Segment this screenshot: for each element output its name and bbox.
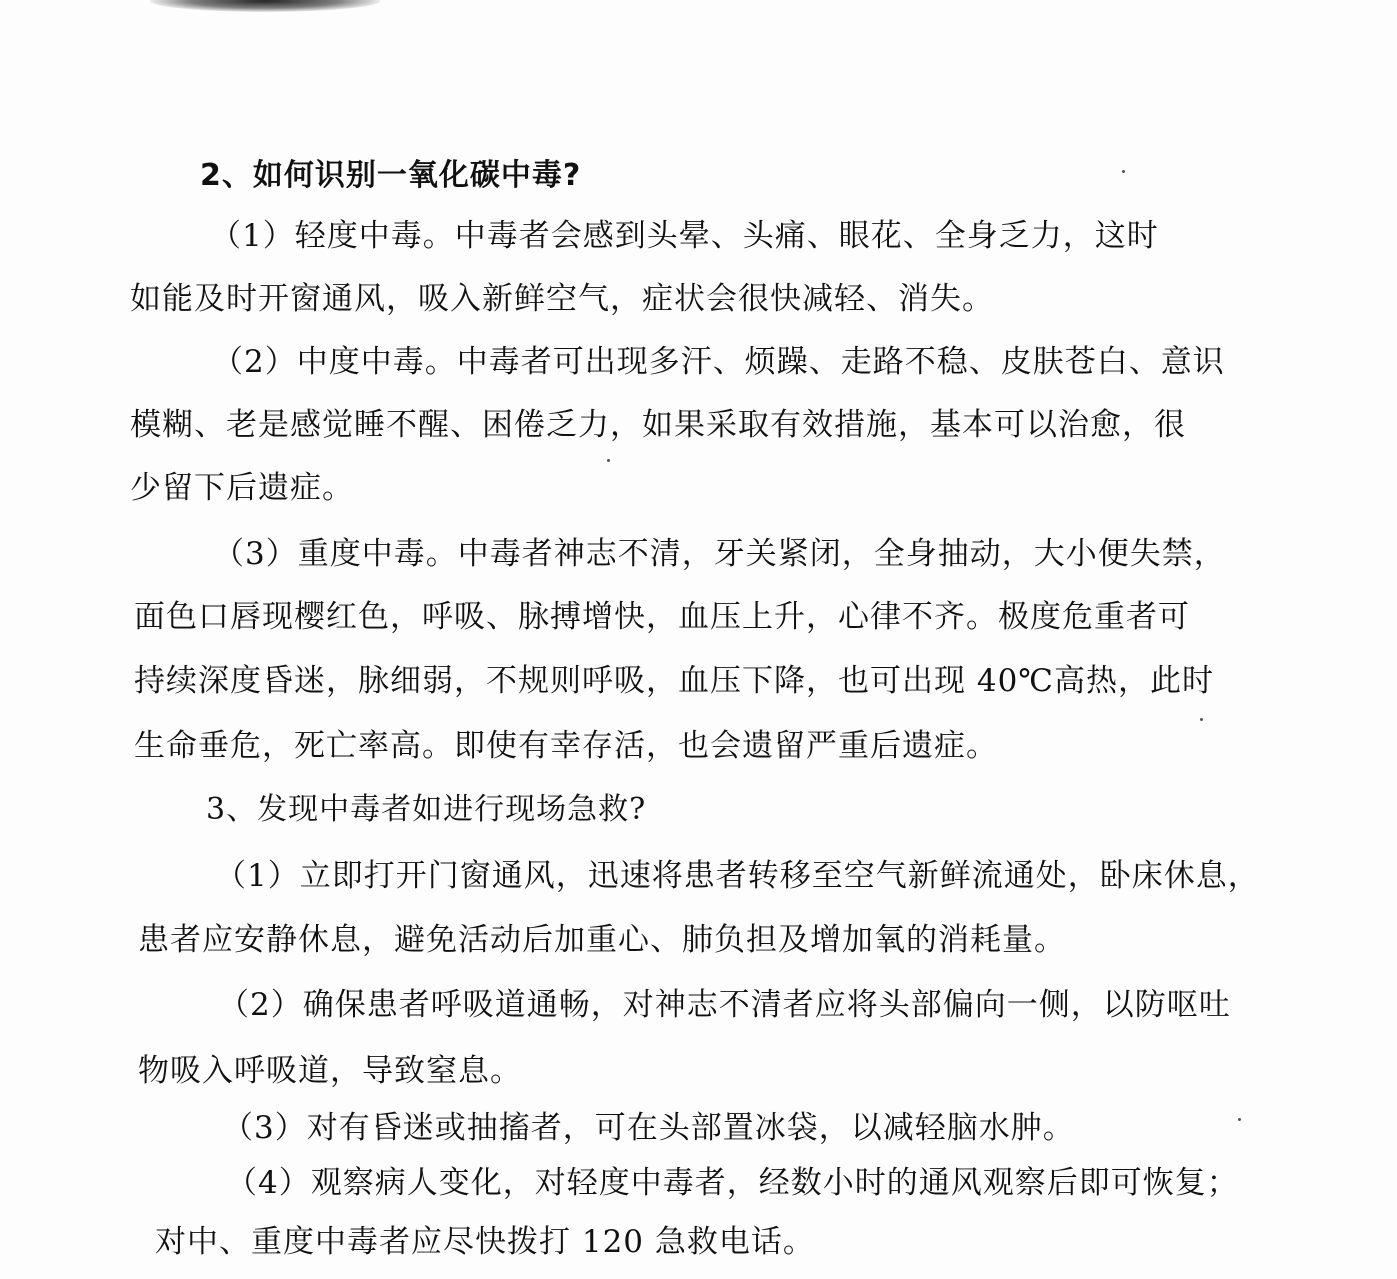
s2-item3-line4: 生命垂危，死亡率高。即使有幸存活，也会遗留严重后遗症。: [134, 728, 998, 764]
s2-item1-line1: （1）轻度中毒。中毒者会感到头晕、头痛、眼花、全身乏力，这时: [210, 218, 1159, 254]
section-2-heading: 2、如何识别一氧化碳中毒?: [200, 158, 582, 193]
s3-item1-line2: 患者应安静休息，避免活动后加重心、肺负担及增加氧的消耗量。: [138, 922, 1066, 958]
scan-speck: [1200, 718, 1203, 721]
scan-speck: [1122, 170, 1125, 173]
s3-item1-line1: （1）立即打开门窗通风，迅速将患者转移至空气新鲜流通处，卧床休息，: [215, 858, 1260, 894]
scan-shadow: [150, 0, 380, 12]
s3-item4-line1: （4）观察病人变化，对轻度中毒者，经数小时的通风观察后即可恢复；: [226, 1165, 1239, 1201]
s2-item3-line1: （3）重度中毒。中毒者神志不清，牙关紧闭，全身抽动，大小便失禁，: [213, 536, 1226, 572]
s3-item3-line1: （3）对有昏迷或抽搐者，可在头部置冰袋，以减轻脑水肿。: [222, 1110, 1075, 1146]
scan-speck: [1238, 1118, 1241, 1121]
s3-item4-line2: 对中、重度中毒者应尽快拨打 120 急救电话。: [155, 1224, 815, 1260]
s2-item3-line3: 持续深度昏迷，脉细弱，不规则呼吸，血压下降，也可出现 40℃高热，此时: [134, 663, 1214, 699]
scan-speck: [607, 459, 610, 462]
s2-item2-line2: 模糊、老是感觉睡不醒、困倦乏力，如果采取有效措施，基本可以治愈，很: [130, 407, 1186, 443]
s2-item2-line1: （2）中度中毒。中毒者可出现多汗、烦躁、走路不稳、皮肤苍白、意识: [212, 344, 1225, 380]
section-3-heading: 3、发现中毒者如进行现场急救?: [206, 792, 647, 827]
s2-item3-line2: 面色口唇现樱红色，呼吸、脉搏增快，血压上升，心律不齐。极度危重者可: [134, 599, 1190, 635]
s3-item2-line2: 物吸入呼吸道，导致窒息。: [138, 1053, 522, 1089]
s2-item2-line3: 少留下后遗症。: [130, 470, 354, 506]
s3-item2-line1: （2）确保患者呼吸道通畅，对神志不清者应将头部偏向一侧，以防呕吐: [218, 987, 1231, 1023]
s2-item1-line2: 如能及时开窗通风，吸入新鲜空气，症状会很快减轻、消失。: [130, 281, 994, 317]
